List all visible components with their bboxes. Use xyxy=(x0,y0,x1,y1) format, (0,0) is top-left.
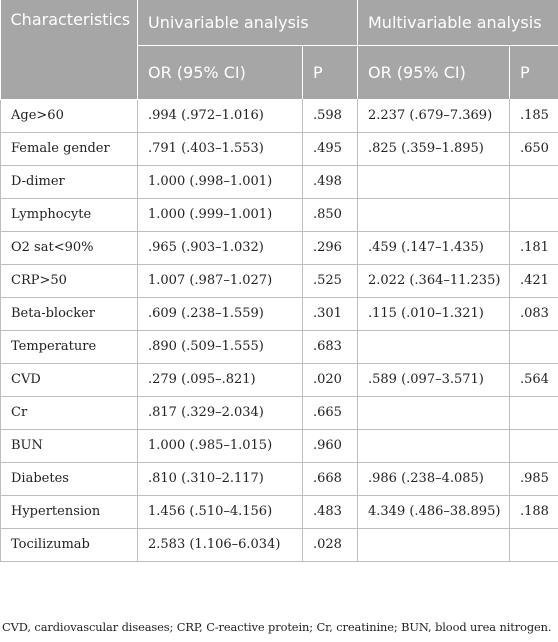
cell-multi-or xyxy=(358,330,510,363)
cell-characteristic: Cr xyxy=(1,396,138,429)
cell-multi-p: .185 xyxy=(510,99,558,132)
cell-uni-p: .525 xyxy=(303,264,358,297)
cell-multi-or xyxy=(358,528,510,561)
cell-multi-or: 2.022 (.364–11.235) xyxy=(358,264,510,297)
cell-characteristic: Temperature xyxy=(1,330,138,363)
cell-uni-or: .279 (.095–.821) xyxy=(138,363,303,396)
cell-uni-p: .668 xyxy=(303,462,358,495)
cell-multi-or: .825 (.359–1.895) xyxy=(358,132,510,165)
cell-multi-p xyxy=(510,165,558,198)
cell-multi-p xyxy=(510,528,558,561)
cell-characteristic: Hypertension xyxy=(1,495,138,528)
cell-multi-p xyxy=(510,198,558,231)
cell-uni-or: .817 (.329–2.034) xyxy=(138,396,303,429)
cell-uni-p: .683 xyxy=(303,330,358,363)
cell-uni-p: .296 xyxy=(303,231,358,264)
cell-multi-p xyxy=(510,330,558,363)
cell-multi-p: .985 xyxy=(510,462,558,495)
cell-characteristic: BUN xyxy=(1,429,138,462)
table-row xyxy=(1,132,558,165)
header-row-top xyxy=(1,0,558,46)
cell-uni-or: 2.583 (1.106–6.034) xyxy=(138,528,303,561)
cell-characteristic: Diabetes xyxy=(1,462,138,495)
table-body xyxy=(1,99,558,561)
cell-uni-p: .301 xyxy=(303,297,358,330)
table-row xyxy=(1,165,558,198)
cell-characteristic: D-dimer xyxy=(1,165,138,198)
cell-uni-or: 1.456 (.510–4.156) xyxy=(138,495,303,528)
header-uni-p: P xyxy=(303,46,358,100)
cell-multi-or: .459 (.147–1.435) xyxy=(358,231,510,264)
cell-multi-or: .115 (.010–1.321) xyxy=(358,297,510,330)
cell-uni-p: .960 xyxy=(303,429,358,462)
table-footnote: CVD, cardiovascular diseases; CRP, C-reactive protein; Cr, creatinine; BUN, blood urea nitrogen. xyxy=(2,620,552,634)
cell-uni-p: .495 xyxy=(303,132,358,165)
cell-uni-p: .498 xyxy=(303,165,358,198)
cell-uni-p: .598 xyxy=(303,99,358,132)
cell-uni-p: .028 xyxy=(303,528,358,561)
cell-multi-p: .181 xyxy=(510,231,558,264)
header-uni-or: OR (95% CI) xyxy=(138,46,303,100)
table-row xyxy=(1,462,558,495)
header-multivariable: Multivariable analysis xyxy=(358,0,558,46)
cell-characteristic: CRP>50 xyxy=(1,264,138,297)
header-univariable: Univariable analysis xyxy=(138,0,358,46)
cell-uni-or: .994 (.972–1.016) xyxy=(138,99,303,132)
cell-multi-or xyxy=(358,396,510,429)
table-row xyxy=(1,297,558,330)
cell-characteristic: Age>60 xyxy=(1,99,138,132)
cell-characteristic: O2 sat<90% xyxy=(1,231,138,264)
table-row xyxy=(1,264,558,297)
header-characteristics: Characteristics xyxy=(1,0,138,99)
header-multi-p: P xyxy=(510,46,558,100)
cell-uni-p: .020 xyxy=(303,363,358,396)
table-row xyxy=(1,99,558,132)
cell-multi-or xyxy=(358,165,510,198)
cell-uni-p: .850 xyxy=(303,198,358,231)
cell-characteristic: CVD xyxy=(1,363,138,396)
cell-uni-or: 1.000 (.985–1.015) xyxy=(138,429,303,462)
cell-multi-p xyxy=(510,396,558,429)
table-row xyxy=(1,330,558,363)
cell-multi-p: .083 xyxy=(510,297,558,330)
cell-multi-or: .589 (.097–3.571) xyxy=(358,363,510,396)
cell-uni-or: .791 (.403–1.553) xyxy=(138,132,303,165)
cell-characteristic: Female gender xyxy=(1,132,138,165)
cell-uni-or: .609 (.238–1.559) xyxy=(138,297,303,330)
cell-multi-p: .564 xyxy=(510,363,558,396)
cell-multi-p xyxy=(510,429,558,462)
table-row xyxy=(1,495,558,528)
table-row xyxy=(1,429,558,462)
cell-characteristic: Tocilizumab xyxy=(1,528,138,561)
cell-multi-or xyxy=(358,429,510,462)
cell-multi-or xyxy=(358,198,510,231)
cell-uni-p: .483 xyxy=(303,495,358,528)
cell-characteristic: Beta-blocker xyxy=(1,297,138,330)
table-row xyxy=(1,363,558,396)
cell-uni-or: 1.000 (.998–1.001) xyxy=(138,165,303,198)
cell-multi-p: .650 xyxy=(510,132,558,165)
table-row xyxy=(1,396,558,429)
cell-multi-or: 2.237 (.679–7.369) xyxy=(358,99,510,132)
cell-characteristic: Lymphocyte xyxy=(1,198,138,231)
cell-multi-p: .421 xyxy=(510,264,558,297)
table-row xyxy=(1,231,558,264)
cell-uni-or: .965 (.903–1.032) xyxy=(138,231,303,264)
cell-multi-or: .986 (.238–4.085) xyxy=(358,462,510,495)
cell-uni-p: .665 xyxy=(303,396,358,429)
cell-uni-or: .810 (.310–2.117) xyxy=(138,462,303,495)
cell-uni-or: 1.007 (.987–1.027) xyxy=(138,264,303,297)
cell-uni-or: .890 (.509–1.555) xyxy=(138,330,303,363)
header-multi-or: OR (95% CI) xyxy=(358,46,510,100)
cell-multi-or: 4.349 (.486–38.895) xyxy=(358,495,510,528)
cell-multi-p: .188 xyxy=(510,495,558,528)
cell-uni-or: 1.000 (.999–1.001) xyxy=(138,198,303,231)
table-row xyxy=(1,528,558,561)
table-row xyxy=(1,198,558,231)
